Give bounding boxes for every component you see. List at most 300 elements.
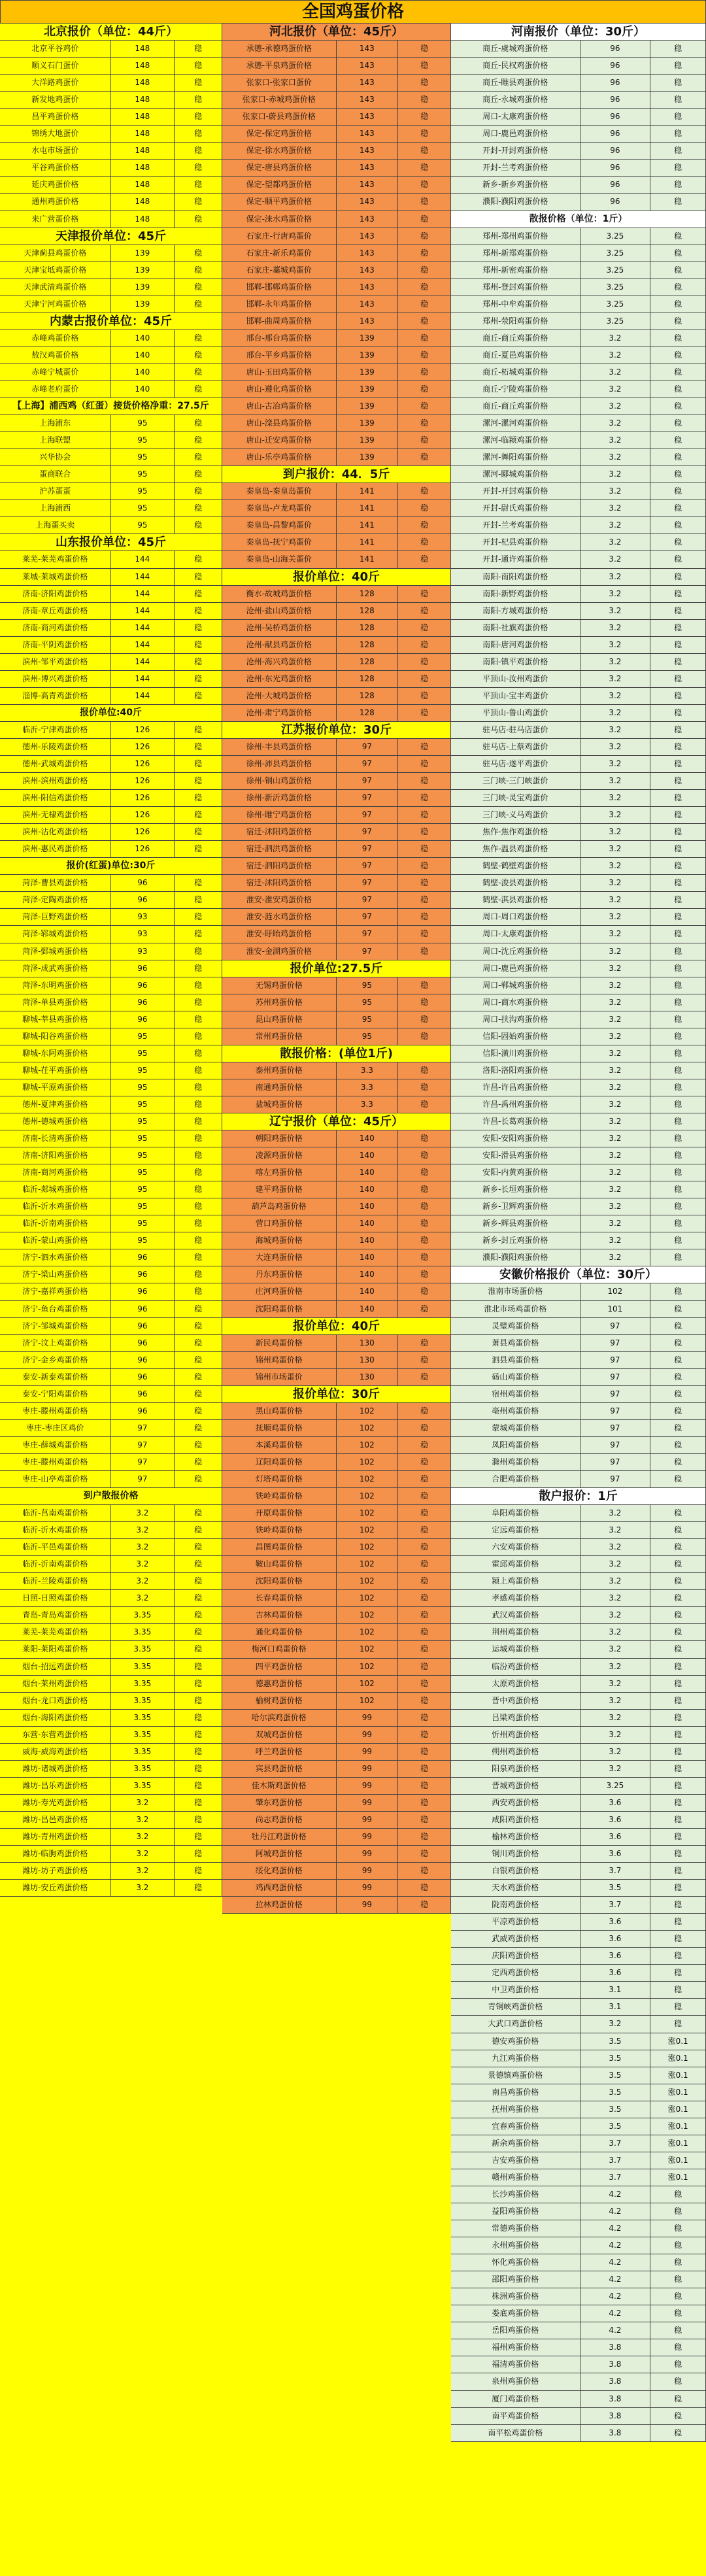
- market-name-cell: 承德-平泉鸡蛋价格: [222, 58, 337, 74]
- market-name-cell: 福清鸡蛋价格: [451, 2356, 580, 2373]
- price-cell: 3.2: [580, 620, 651, 636]
- market-name-cell: 淮安-涟水鸡蛋价格: [222, 909, 337, 925]
- market-name-cell: 绥化鸡蛋价格: [222, 1863, 337, 1879]
- price-row: [451, 483, 706, 500]
- price-row: [451, 2425, 706, 2442]
- price-row: [222, 756, 451, 773]
- price-cell: 97: [580, 1318, 651, 1334]
- price-cell: 97: [580, 1454, 651, 1470]
- price-cell: 3.2: [580, 1130, 651, 1147]
- section-header: 天津报价单位：45斤: [0, 228, 222, 245]
- price-row: [451, 466, 706, 483]
- price-cell: 102: [337, 1573, 399, 1589]
- price-row: [222, 586, 451, 603]
- trend-cell: 稳: [674, 333, 682, 343]
- trend-cell: 稳: [194, 1712, 203, 1722]
- price-row: [222, 1863, 451, 1880]
- price-row: [451, 1181, 706, 1198]
- market-name-cell: 滨州-滨州鸡蛋价格: [0, 773, 111, 789]
- market-name-cell: 天水鸡蛋价格: [451, 1880, 580, 1896]
- trend-cell: 稳: [674, 2343, 682, 2352]
- price-cell: 102: [337, 1539, 399, 1555]
- market-name-cell: 漯河-临颍鸡蛋价格: [451, 432, 580, 449]
- price-cell: 143: [337, 58, 399, 74]
- market-name-cell: 商丘-宁陵鸡蛋价格: [451, 381, 580, 398]
- price-row: [0, 245, 222, 262]
- price-row: [0, 620, 222, 637]
- price-cell: 3.2: [580, 688, 651, 704]
- market-name-cell: 泰州鸡蛋价格: [222, 1062, 337, 1079]
- price-cell: 141: [337, 483, 399, 500]
- market-name-cell: 济南-章丘鸡蛋价格: [0, 603, 111, 619]
- price-cell: 3.2: [580, 1522, 651, 1538]
- price-row: [451, 500, 706, 517]
- trend-cell: 稳: [674, 299, 682, 309]
- price-row: [451, 1795, 706, 1812]
- trend-cell: 稳: [420, 1627, 429, 1637]
- trend-cell: 涨0.1: [667, 2036, 688, 2046]
- price-cell: 143: [337, 296, 399, 313]
- market-name-cell: 三门峡-义马鸡蛋价: [451, 807, 580, 823]
- price-row: [451, 2322, 706, 2339]
- price-row: [0, 1266, 222, 1283]
- trend-cell: 稳: [194, 1883, 203, 1893]
- market-name-cell: 菏泽-巨野鸡蛋价格: [0, 909, 111, 925]
- price-cell: 97: [337, 926, 399, 942]
- market-name-cell: 顺义石门蛋价: [0, 58, 111, 74]
- market-name-cell: 南通鸡蛋价格: [222, 1079, 337, 1096]
- price-cell: 97: [111, 1454, 175, 1470]
- trend-cell: 稳: [420, 95, 429, 105]
- price-row: [0, 1454, 222, 1471]
- price-cell: 143: [337, 75, 399, 91]
- market-name-cell: 大洋路鸡蛋价: [0, 75, 111, 91]
- price-row: [222, 1266, 451, 1283]
- price-row: [451, 807, 706, 824]
- market-name-cell: 商丘-柘城鸡蛋价格: [451, 364, 580, 381]
- market-name-cell: 临沂-莒南鸡蛋价格: [0, 1505, 111, 1521]
- market-name-cell: 唐山-迁安鸡蛋价格: [222, 432, 337, 449]
- market-name-cell: 济宁-泗水鸡蛋价格: [0, 1249, 111, 1266]
- market-name-cell: 太原鸡蛋价格: [451, 1676, 580, 1692]
- price-cell: 96: [580, 109, 651, 125]
- price-row: [0, 1386, 222, 1403]
- price-row: [222, 1607, 451, 1624]
- trend-cell: 稳: [674, 282, 682, 292]
- price-row: [451, 1778, 706, 1795]
- market-name-cell: 菏泽-郓城鸡蛋价格: [0, 926, 111, 942]
- trend-cell: 稳: [194, 1610, 203, 1620]
- price-row: [222, 177, 451, 194]
- column-left: [0, 24, 222, 1897]
- market-name-cell: 滨州-惠民鸡蛋价格: [0, 841, 111, 857]
- market-name-cell: 兴华协会: [0, 449, 111, 466]
- market-name-cell: 周口-扶沟鸡蛋价格: [451, 1011, 580, 1028]
- market-name-cell: 商丘-睢县鸡蛋价格: [451, 75, 580, 91]
- market-name-cell: 南阳-方城鸡蛋价格: [451, 603, 580, 619]
- price-cell: 96: [111, 1301, 175, 1317]
- page-title: 全国鸡蛋价格: [0, 0, 706, 24]
- price-row: [0, 194, 222, 211]
- price-row: [451, 194, 706, 211]
- price-cell: 3.2: [580, 551, 651, 568]
- price-cell: 96: [111, 1266, 175, 1283]
- price-row: [451, 1028, 706, 1045]
- price-row: [222, 483, 451, 500]
- price-row: [222, 773, 451, 790]
- market-name-cell: 新乡-新乡鸡蛋价格: [451, 177, 580, 193]
- trend-cell: 稳: [194, 146, 203, 156]
- trend-cell: 稳: [674, 1304, 682, 1313]
- market-name-cell: 邵阳鸡蛋价格: [451, 2271, 580, 2288]
- trend-cell: 稳: [420, 1304, 429, 1313]
- trend-cell: 稳: [674, 2292, 682, 2301]
- market-name-cell: 开封-开封鸡蛋价格: [451, 143, 580, 159]
- price-cell: 97: [337, 773, 399, 789]
- market-name-cell: 拉林鸡蛋价格: [222, 1897, 337, 1913]
- market-name-cell: 济南-长清鸡蛋价格: [0, 1130, 111, 1147]
- market-name-cell: 郑州-郑州鸡蛋价格: [451, 228, 580, 245]
- price-row: [222, 1164, 451, 1181]
- market-name-cell: 驻马店-遂平鸡蛋价: [451, 756, 580, 772]
- market-name-cell: 新民鸡蛋价格: [222, 1335, 337, 1351]
- market-name-cell: 徐州-沛县鸡蛋价格: [222, 756, 337, 772]
- trend-cell: 稳: [420, 997, 429, 1007]
- price-row: [222, 1062, 451, 1079]
- price-row: [451, 1113, 706, 1130]
- market-name-cell: 昆山鸡蛋价格: [222, 1011, 337, 1028]
- price-row: [451, 926, 706, 943]
- price-cell: 3.2: [580, 2016, 651, 2032]
- price-cell: 96: [111, 892, 175, 908]
- trend-cell: 稳: [674, 1780, 682, 1790]
- trend-cell: 稳: [420, 1542, 429, 1552]
- trend-cell: 稳: [420, 248, 429, 258]
- trend-cell: 稳: [420, 316, 429, 326]
- trend-cell: 稳: [194, 554, 203, 564]
- price-cell: 95: [337, 977, 399, 994]
- price-row: [0, 603, 222, 620]
- price-row: [451, 1659, 706, 1676]
- trend-cell: 稳: [194, 1814, 203, 1824]
- section-header: 山东报价单位：45斤: [0, 534, 222, 551]
- price-cell: 3.2: [111, 1556, 175, 1572]
- trend-cell: 涨0.1: [667, 2155, 688, 2165]
- market-name-cell: 梅河口鸡蛋价格: [222, 1641, 337, 1657]
- price-cell: 140: [111, 364, 175, 381]
- trend-cell: 稳: [674, 1883, 682, 1893]
- price-cell: 3.7: [580, 1863, 651, 1879]
- trend-cell: 稳: [194, 1304, 203, 1313]
- price-cell: 102: [337, 1607, 399, 1623]
- price-row: [0, 1301, 222, 1318]
- market-name-cell: 信阳-固始鸡蛋价格: [451, 1028, 580, 1045]
- trend-cell: 涨0.1: [667, 2121, 688, 2131]
- price-row: [222, 1505, 451, 1522]
- price-row: [451, 739, 706, 756]
- market-name-cell: 咸阳鸡蛋价格: [451, 1812, 580, 1828]
- price-cell: 102: [337, 1641, 399, 1657]
- trend-cell: 稳: [420, 741, 429, 751]
- price-row: [451, 1471, 706, 1488]
- price-row: [0, 126, 222, 143]
- trend-cell: 稳: [674, 1185, 682, 1195]
- market-name-cell: 莱芜-莱芜鸡蛋价格: [0, 551, 111, 568]
- price-row: [0, 1795, 222, 1812]
- trend-cell: 稳: [420, 946, 429, 956]
- trend-cell: 稳: [674, 2241, 682, 2250]
- market-name-cell: 商丘-民权鸡蛋价格: [451, 58, 580, 74]
- price-cell: 3.2: [111, 1829, 175, 1845]
- price-cell: 3.2: [580, 1556, 651, 1572]
- trend-cell: 稳: [194, 912, 203, 922]
- price-row: [451, 637, 706, 654]
- price-cell: 102: [337, 1437, 399, 1453]
- trend-cell: 稳: [194, 1338, 203, 1347]
- trend-cell: 稳: [420, 1031, 429, 1041]
- price-row: [222, 1573, 451, 1590]
- trend-cell: 稳: [420, 1202, 429, 1212]
- section-header: 到户报价：44．5斤: [222, 466, 451, 483]
- price-row: [451, 994, 706, 1011]
- price-row: [0, 1249, 222, 1266]
- price-cell: 97: [337, 875, 399, 891]
- price-row: [222, 841, 451, 858]
- price-cell: 3.2: [580, 705, 651, 721]
- market-name-cell: 鹤壁-淇县鸡蛋价格: [451, 892, 580, 908]
- price-row: [451, 1573, 706, 1590]
- trend-cell: 稳: [194, 724, 203, 734]
- market-name-cell: 周口-鹿邑鸡蛋价格: [451, 960, 580, 977]
- trend-cell: 稳: [194, 503, 203, 513]
- market-name-cell: 常德鸡蛋价格: [451, 2220, 580, 2237]
- price-row: [0, 841, 222, 858]
- price-row: [0, 1215, 222, 1232]
- price-cell: 3.2: [580, 722, 651, 738]
- market-name-cell: 霍邱鸡蛋价格: [451, 1556, 580, 1572]
- price-row: [0, 1829, 222, 1846]
- section-header: 报价单位:40斤: [0, 705, 222, 722]
- trend-cell: 稳: [674, 1695, 682, 1705]
- price-cell: 3.2: [580, 1096, 651, 1113]
- trend-cell: 稳: [420, 1900, 429, 1910]
- price-row: [0, 1181, 222, 1198]
- market-name-cell: 厦门鸡蛋价格: [451, 2391, 580, 2407]
- market-name-cell: 邢台-平乡鸡蛋价格: [222, 347, 337, 364]
- trend-cell: 涨0.1: [667, 2104, 688, 2114]
- market-name-cell: 开原鸡蛋价格: [222, 1505, 337, 1521]
- market-name-cell: 保定-保定鸡蛋价格: [222, 126, 337, 142]
- price-cell: 3.6: [580, 1931, 651, 1947]
- price-row: [0, 211, 222, 228]
- price-row: [222, 75, 451, 92]
- trend-cell: 稳: [194, 1219, 203, 1229]
- price-cell: 99: [337, 1846, 399, 1862]
- trend-cell: 稳: [674, 1321, 682, 1330]
- market-name-cell: 沧州-盐山鸡蛋价格: [222, 603, 337, 619]
- market-name-cell: 新余鸡蛋价格: [451, 2135, 580, 2152]
- market-name-cell: 武汉鸡蛋价格: [451, 1607, 580, 1623]
- price-cell: 102: [337, 1505, 399, 1521]
- price-cell: 95: [111, 449, 175, 466]
- price-cell: 139: [337, 347, 399, 364]
- price-row: [451, 2135, 706, 2152]
- trend-cell: 稳: [194, 1151, 203, 1161]
- price-row: [451, 551, 706, 568]
- trend-cell: 稳: [194, 1866, 203, 1876]
- market-name-cell: 敖汉鸡蛋价格: [0, 347, 111, 364]
- market-name-cell: 保定-涞水鸡蛋价格: [222, 211, 337, 228]
- price-cell: 148: [111, 126, 175, 142]
- price-row: [222, 1147, 451, 1164]
- price-cell: 97: [337, 943, 399, 960]
- trend-cell: 稳: [674, 690, 682, 700]
- price-cell: 102: [337, 1676, 399, 1692]
- price-cell: 3.2: [580, 892, 651, 908]
- market-name-cell: 通化鸡蛋价格: [222, 1624, 337, 1640]
- trend-cell: 稳: [420, 61, 429, 71]
- market-name-cell: 庆阳鸡蛋价格: [451, 1948, 580, 1964]
- price-row: [0, 1283, 222, 1300]
- trend-cell: 稳: [674, 384, 682, 394]
- trend-cell: 稳: [194, 1168, 203, 1178]
- market-name-cell: 济宁-汶上鸡蛋价格: [0, 1335, 111, 1351]
- price-cell: 128: [337, 637, 399, 653]
- price-cell: 3.6: [580, 1914, 651, 1930]
- trend-cell: 稳: [420, 1780, 429, 1790]
- market-name-cell: 淮安-淮安鸡蛋价格: [222, 892, 337, 908]
- trend-cell: 稳: [674, 1712, 682, 1722]
- price-row: [0, 1573, 222, 1590]
- price-row: [451, 381, 706, 398]
- market-name-cell: 岳阳鸡蛋价格: [451, 2322, 580, 2339]
- price-row: [222, 313, 451, 330]
- market-name-cell: 上海联盟: [0, 432, 111, 449]
- price-cell: 140: [111, 330, 175, 347]
- trend-cell: 稳: [420, 1678, 429, 1688]
- price-cell: 130: [337, 1335, 399, 1351]
- market-name-cell: 张家口-赤城鸡蛋价格: [222, 92, 337, 108]
- trend-cell: 稳: [420, 1406, 429, 1415]
- market-name-cell: 商丘-商丘鸡蛋价格: [451, 398, 580, 415]
- price-row: [0, 637, 222, 654]
- market-name-cell: 济南-济阳鸡蛋价格: [0, 1147, 111, 1164]
- trend-cell: 稳: [420, 1849, 429, 1859]
- trend-cell: 稳: [420, 1866, 429, 1876]
- trend-cell: 稳: [194, 929, 203, 939]
- trend-cell: 稳: [420, 503, 429, 513]
- price-cell: 99: [337, 1710, 399, 1726]
- price-cell: 141: [337, 551, 399, 568]
- market-name-cell: 株洲鸡蛋价格: [451, 2288, 580, 2305]
- market-name-cell: 赣州鸡蛋价格: [451, 2169, 580, 2186]
- trend-cell: 稳: [674, 180, 682, 190]
- price-row: [222, 432, 451, 449]
- trend-cell: 稳: [420, 1712, 429, 1722]
- trend-cell: 稳: [194, 435, 203, 445]
- trend-cell: 稳: [420, 197, 429, 207]
- market-name-cell: 福州鸡蛋价格: [451, 2339, 580, 2356]
- trend-cell: 稳: [194, 690, 203, 700]
- price-cell: 3.2: [580, 1505, 651, 1521]
- market-name-cell: 九江鸡蛋价格: [451, 2050, 580, 2067]
- trend-cell: 稳: [194, 622, 203, 632]
- price-cell: 4.2: [580, 2305, 651, 2322]
- price-row: [0, 1641, 222, 1658]
- price-row: [222, 296, 451, 313]
- market-name-cell: 滨州-博兴鸡蛋价格: [0, 671, 111, 687]
- price-row: [451, 2186, 706, 2203]
- market-name-cell: 潍坊-寿光鸡蛋价格: [0, 1795, 111, 1811]
- price-cell: 144: [111, 569, 175, 585]
- price-cell: 3.8: [580, 2373, 651, 2390]
- column-middle: [222, 24, 451, 1914]
- market-name-cell: 铜川鸡蛋价格: [451, 1846, 580, 1862]
- price-row: [222, 1420, 451, 1437]
- trend-cell: 稳: [194, 1593, 203, 1603]
- trend-cell: 稳: [674, 401, 682, 411]
- price-row: [0, 1471, 222, 1488]
- market-name-cell: 唐山-玉田鸡蛋价格: [222, 364, 337, 381]
- market-name-cell: 南昌鸡蛋价格: [451, 2084, 580, 2101]
- price-cell: 99: [337, 1897, 399, 1913]
- market-name-cell: 临沂-宁津鸡蛋价格: [0, 722, 111, 738]
- market-name-cell: 徐州-睢宁鸡蛋价格: [222, 807, 337, 823]
- price-cell: 144: [111, 586, 175, 602]
- section-header: 安徽价格报价（单位：30斤）: [451, 1266, 706, 1283]
- trend-cell: 稳: [674, 520, 682, 530]
- price-cell: 95: [111, 483, 175, 500]
- price-cell: 3.35: [111, 1744, 175, 1760]
- trend-cell: 稳: [420, 810, 429, 820]
- price-row: [222, 1539, 451, 1556]
- price-cell: 102: [337, 1403, 399, 1419]
- price-cell: 3.5: [580, 2033, 651, 2050]
- price-row: [451, 2169, 706, 2186]
- price-cell: 95: [337, 994, 399, 1011]
- price-row: [0, 926, 222, 943]
- price-cell: 4.2: [580, 2186, 651, 2203]
- trend-cell: 稳: [674, 1951, 682, 1961]
- price-row: [0, 960, 222, 977]
- market-name-cell: 益阳鸡蛋价格: [451, 2203, 580, 2220]
- price-row: [222, 1130, 451, 1147]
- trend-cell: 稳: [674, 2377, 682, 2386]
- market-name-cell: 蒙城鸡蛋价格: [451, 1420, 580, 1436]
- market-name-cell: 景德镇鸡蛋价格: [451, 2067, 580, 2084]
- market-name-cell: 漯河-郾城鸡蛋价格: [451, 466, 580, 483]
- market-name-cell: 焦作-焦作鸡蛋价格: [451, 824, 580, 840]
- price-cell: 95: [111, 1130, 175, 1147]
- market-name-cell: 商丘-虞城鸡蛋价格: [451, 41, 580, 57]
- section-header: 内蒙古报价单位：45斤: [0, 313, 222, 330]
- price-row: [222, 1897, 451, 1914]
- market-name-cell: 平顶山-鲁山鸡蛋价: [451, 705, 580, 721]
- price-row: [222, 1880, 451, 1897]
- price-row: [451, 1744, 706, 1761]
- trend-cell: 稳: [674, 1202, 682, 1212]
- trend-cell: 稳: [194, 1474, 203, 1483]
- trend-cell: 稳: [674, 452, 682, 462]
- market-name-cell: 菏泽-定陶鸡蛋价格: [0, 892, 111, 908]
- price-row: [0, 41, 222, 58]
- price-row: [222, 688, 451, 705]
- price-row: [0, 177, 222, 194]
- market-name-cell: 上海浦东: [0, 415, 111, 432]
- market-name-cell: 吉林鸡蛋价格: [222, 1607, 337, 1623]
- market-name-cell: 淮南市场蛋价格: [451, 1283, 580, 1300]
- market-name-cell: 忻州鸡蛋价格: [451, 1727, 580, 1743]
